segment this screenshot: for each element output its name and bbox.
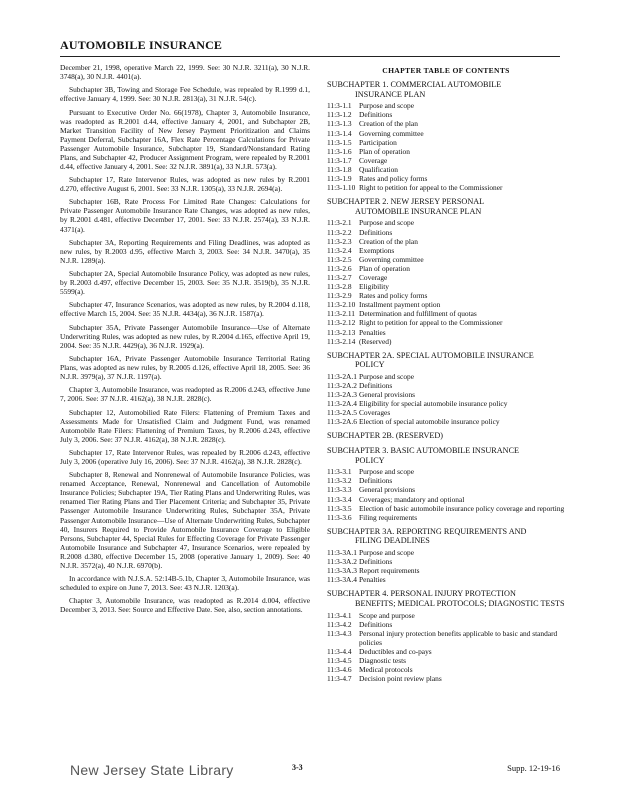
toc-entry <box>327 665 565 674</box>
subchapter-heading-line1: SUBCHAPTER 2A. SPECIAL AUTOMOBILE INSURANCE <box>327 350 534 360</box>
toc-entry <box>327 101 565 110</box>
subchapter-heading <box>327 527 565 546</box>
history-paragraph: Subchapter 3B, Towing and Storage Fee Schedule, was repealed by R.1999 d.1, effective January 4, 1999. See: 30 N.J.R. 2813(a), 31 N.J.R. 54(c). <box>60 85 310 104</box>
section-title: Election of special automobile insurance policy <box>359 417 500 427</box>
toc-entry <box>327 620 565 629</box>
section-title: Definitions <box>359 557 393 567</box>
library-watermark: New Jersey State Library <box>70 762 234 778</box>
section-title: Penalties <box>359 327 386 337</box>
history-paragraph: Subchapter 47, Insurance Scenarios, was adopted as new rules, by R.2004 d.118, effective March 15, 2004. See: 35 N.J.R. 4434(a), 36 N.J.R. 1587(a). <box>60 300 310 319</box>
section-number: 11:3-4.7 <box>327 674 352 684</box>
subchapter-heading <box>327 446 565 465</box>
toc-entry <box>327 110 565 119</box>
section-title: Decision point review plans <box>359 674 442 684</box>
section-number: 11:3-4.1 <box>327 610 352 620</box>
section-title: Eligibility <box>359 282 389 292</box>
section-title: Definitions <box>359 110 393 120</box>
section-number: 11:3-2.1 <box>327 218 352 228</box>
section-number: 11:3-1.4 <box>327 128 352 138</box>
toc-entry <box>327 566 565 575</box>
section-title: (Reserved) <box>359 336 392 346</box>
subchapter-heading-line2: INSURANCE PLAN <box>355 89 426 99</box>
section-number: 11:3-2.7 <box>327 272 352 282</box>
section-title: Eligibility for special automobile insurance policy <box>359 399 508 409</box>
toc-entry <box>327 119 565 128</box>
section-title: Creation of the plan <box>359 236 418 246</box>
toc-entry <box>327 237 565 246</box>
section-title: Rates and policy forms <box>359 291 428 301</box>
toc-entry <box>327 513 565 522</box>
section-title: Right to petition for appeal to the Commissioner <box>359 183 503 193</box>
section-title: Purpose and scope <box>359 101 415 111</box>
section-number: 11:3-3.3 <box>327 485 352 495</box>
toc-entry <box>327 467 565 476</box>
toc-entry <box>327 372 565 381</box>
toc-entry <box>327 300 565 309</box>
toc-entry <box>327 156 565 165</box>
toc-entry <box>327 165 565 174</box>
toc-entry <box>327 611 565 620</box>
toc-entry <box>327 183 565 192</box>
toc-entry <box>327 390 565 399</box>
section-number: 11:3-4.5 <box>327 656 352 666</box>
section-number: 11:3-2A.2 <box>327 381 357 390</box>
history-paragraph: Subchapter 35A, Private Passenger Automobile Insurance—Use of Alternate Underwriting Rules, was adopted as new rules, by R.2004 d.165, effective April 19, 2004. See: 35 N.J.R. 4429(a), 36 N.J.R. 1929(a). <box>60 322 310 350</box>
subchapter-heading-line2: BENEFITS; MEDICAL PROTOCOLS; DIAGNOSTIC TESTS <box>355 598 565 608</box>
toc-entry <box>327 328 565 337</box>
subchapter-heading <box>327 80 565 99</box>
subchapter-heading-line2: POLICY <box>355 360 385 370</box>
toc-entry <box>327 495 565 504</box>
section-number: 11:3-2.9 <box>327 291 352 301</box>
section-title: Installment payment option <box>359 300 441 310</box>
table-of-contents <box>327 66 565 683</box>
section-title: Coverages <box>359 408 391 418</box>
section-number: 11:3-3.1 <box>327 467 352 477</box>
section-title: Purpose and scope <box>359 218 415 228</box>
toc-entry <box>327 548 565 557</box>
history-paragraph: Subchapter 17, Rate Intervenor Rules, was repealed by R.2006 d.243, effective July 3, 2006 (operative July 16, 2006). See: 37 N.J.R. 4162(a), 38 N.J.R. 2828(c). <box>60 447 310 467</box>
section-number: 11:3-1.2 <box>327 110 352 120</box>
section-title: Coverage <box>359 272 388 282</box>
section-title: Diagnostic tests <box>359 656 407 666</box>
section-title: General provisions <box>359 390 416 400</box>
history-paragraph: Subchapter 2A, Special Automobile Insurance Policy, was adopted as new rules, by R.2003 d.497, effective December 15, 2003. See: 35 N.J.R. 3519(b), 35 N.J.R. 5599(a). <box>60 269 310 297</box>
history-paragraph: Subchapter 17, Rate Intervenor Rules, was adopted as new rules by R.2001 d.270, effective August 6, 2001. See: 33 N.J.R. 1305(a), 33 N.J.R. 2694(a). <box>60 175 310 194</box>
section-number: 11:3-2A.4 <box>327 399 357 409</box>
section-number: 11:3-3A.2 <box>327 557 357 567</box>
section-number: 11:3-3A.3 <box>327 566 357 576</box>
toc-entry <box>327 246 565 255</box>
section-title: Election of basic automobile insurance policy coverage and reporting <box>359 503 565 513</box>
history-paragraph: Chapter 3, Automobile Insurance, was readopted as R.2006 d.243, effective June 7, 2006. See: 37 N.J.R. 4162(a), 38 N.J.R. 2828(c). <box>60 385 310 404</box>
running-header: AUTOMOBILE INSURANCE <box>60 38 223 52</box>
subchapter-heading-line1: SUBCHAPTER 2. NEW JERSEY PERSONAL <box>327 197 485 207</box>
page-number: 3-3 <box>292 763 303 772</box>
toc-entry <box>327 557 565 566</box>
section-title: Definitions <box>359 476 393 486</box>
section-title: Governing committee <box>359 254 424 264</box>
section-number: 11:3-2A.6 <box>327 417 357 427</box>
section-title: Plan of operation <box>359 146 410 156</box>
section-number: 11:3-1.6 <box>327 146 352 156</box>
subchapter-heading <box>327 351 565 370</box>
subchapter-heading-line1: SUBCHAPTER 3. BASIC AUTOMOBILE INSURANCE <box>327 446 520 456</box>
section-title: Personal injury protection benefits applicable to basic and standard policies <box>359 628 558 647</box>
toc-entry <box>327 291 565 300</box>
section-title: Coverages; mandatory and optional <box>359 494 465 504</box>
toc-entry <box>327 174 565 183</box>
section-number: 11:3-3.2 <box>327 476 352 486</box>
section-title: Definitions <box>359 227 393 237</box>
section-number: 11:3-1.10 <box>327 183 356 193</box>
subchapter-heading-line2: AUTOMOBILE INSURANCE PLAN <box>355 206 482 216</box>
section-number: 11:3-1.1 <box>327 101 352 111</box>
section-title: Right to petition for appeal to the Commissioner <box>359 318 503 328</box>
section-title: Purpose and scope <box>359 548 415 557</box>
section-number: 11:3-2.3 <box>327 236 352 246</box>
section-number: 11:3-2A.3 <box>327 390 357 400</box>
toc-entry <box>327 273 565 282</box>
section-number: 11:3-2.12 <box>327 318 356 328</box>
history-paragraph: Subchapter 12, Automobilied Rate Filers: Flattening of Premium Taxes and Assessments Made for Unsatisfied Claim and Judgment Fund, was renamed Automobile Rate Filers: Flattening of Premium Taxes, by R.2006 d.243, effective July 3, 2006. See: 37 N.J.R. 4162(a), 38 N.J.R. 2828(c). <box>60 407 310 444</box>
section-number: 11:3-2.8 <box>327 282 352 292</box>
subchapter-heading <box>327 197 565 216</box>
section-title: Governing committee <box>359 128 424 138</box>
section-number: 11:3-3.5 <box>327 503 352 513</box>
section-title: Determination and fulfillment of quotas <box>359 309 477 319</box>
section-number: 11:3-2.6 <box>327 263 352 273</box>
section-number: 11:3-1.7 <box>327 155 352 165</box>
subchapter-heading-line1: SUBCHAPTER 3A. REPORTING REQUIREMENTS AND <box>327 526 527 536</box>
section-number: 11:3-3A.1 <box>327 548 357 557</box>
toc-entry <box>327 255 565 264</box>
toc-entry <box>327 138 565 147</box>
section-title: Medical protocols <box>359 665 413 675</box>
section-title: Report requirements <box>359 566 420 576</box>
section-title: Definitions <box>359 619 393 629</box>
section-number: 11:3-2.14 <box>327 336 356 346</box>
section-title: Filing requirements <box>359 512 418 522</box>
section-title: Coverage <box>359 155 388 165</box>
section-number: 11:3-3.4 <box>327 494 352 504</box>
toc-entry <box>327 575 565 584</box>
subchapter-heading-line1: SUBCHAPTER 2B. (RESERVED) <box>327 431 444 441</box>
supplement-date: Supp. 12-19-16 <box>507 763 560 773</box>
section-number: 11:3-1.9 <box>327 174 352 184</box>
toc-entry <box>327 647 565 656</box>
section-title: General provisions <box>359 485 416 495</box>
toc-entry <box>327 504 565 513</box>
toc-entry <box>327 656 565 665</box>
subchapter-heading-line2: POLICY <box>355 455 385 465</box>
section-number: 11:3-2.13 <box>327 327 356 337</box>
header-rule <box>60 56 560 57</box>
section-number: 11:3-4.2 <box>327 619 352 629</box>
toc-entry <box>327 408 565 417</box>
section-title: Penalties <box>359 575 386 585</box>
toc-entry <box>327 485 565 494</box>
toc-entry <box>327 629 565 647</box>
toc-body <box>327 80 565 683</box>
toc-entry <box>327 318 565 327</box>
section-title: Plan of operation <box>359 263 410 273</box>
section-title: Scope and purpose <box>359 610 415 620</box>
toc-title: CHAPTER TABLE OF CONTENTS <box>382 66 510 75</box>
subchapter-heading-line1: SUBCHAPTER 1. COMMERCIAL AUTOMOBILE <box>327 80 502 90</box>
section-title: Purpose and scope <box>359 371 415 381</box>
section-number: 11:3-4.6 <box>327 665 352 675</box>
section-number: 11:3-2.11 <box>327 309 355 319</box>
section-title: Participation <box>359 137 397 147</box>
history-paragraph: Pursuant to Executive Order No. 66(1978), Chapter 3, Automobile Insurance, was readopted as R.2001 d.44, effective January 4, 2001, and Subchapter 2B, Market Transition Facility of New Jersey Payment Prioritization and Claims Payment Deferral, Subchapter 16A, Flex Rate Percentage Calculations for Private Passenger Automobile Insurance, Subchapter 19, Standard/Nonstandard Rating Plans, and Subchapter 42, Producer Assignment Program, were repealed by R.2001 d.44, effective January 4, 2001. See: 32 N.J.R. 3891(a), 33 N.J.R. 573(a). <box>60 107 310 171</box>
section-number: 11:3-1.3 <box>327 119 352 129</box>
toc-entry <box>327 476 565 485</box>
section-title: Rates and policy forms <box>359 174 428 184</box>
history-paragraph: Subchapter 8, Renewal and Nonrenewal of Automobile Insurance Policies, was renamed Acceptance, Renewal, Nonrenewal and Cancellation of Automobile Insurance Policies; Subchapter 19A, Tier Rating Plans and Underwriting Rules, was renamed Tier Rating Plans and Tier Placement Criteria; and Subchapter 35, Private Passenger Automobile Insurance Underwriting Rules, Subchapter 35A, Private Passenger Automobile Insurance—Use of Alternate Underwriting Rules, Subchapter 40, Insurers Required to Provide Automobile Insurance Coverage to Eligible Persons, Subchapter 44, Special Rules for Effecting Coverage for Private Passenger Automobile Insurance and Subchapter 47, Insurance Scenarios, were repealed by R.2008 d.380, effective December 15, 2008 (operative January 1, 2009). See: 40 N.J.R. 3572(a), 40 N.J.R. 6970(b). <box>60 470 310 570</box>
section-number: 11:3-4.4 <box>327 646 352 656</box>
section-title: Definitions <box>359 381 393 390</box>
history-paragraph: Subchapter 16B, Rate Process For Limited Rate Changes: Calculations for Private Passenger Automobile Insurance Rate Changes, was adopted as new rules, by R.2001 d.481, effective December 17, 2001. See: 33 N.J.R. 2574(a), 33 N.J.R. 4371(a). <box>60 197 310 234</box>
history-paragraph: December 21, 1998, operative March 22, 1999. See: 30 N.J.R. 3211(a), 30 N.J.R. 3748(a), 30 N.J.R. 4401(a). <box>60 63 310 82</box>
section-number: 11:3-2A.5 <box>327 408 357 418</box>
section-title: Purpose and scope <box>359 467 415 477</box>
toc-entry <box>327 381 565 390</box>
history-notes-column <box>60 63 310 619</box>
history-paragraph: In accordance with N.J.S.A. 52:14B-5.1b, Chapter 3, Automobile Insurance, was scheduled to expire on June 7, 2013. See: 43 N.J.R. 1203(a). <box>60 573 310 593</box>
subchapter-heading <box>327 431 565 441</box>
section-number: 11:3-1.5 <box>327 137 352 147</box>
subchapter-heading-line2: FILING DEADLINES <box>355 536 430 546</box>
toc-entry <box>327 228 565 237</box>
toc-entry <box>327 674 565 683</box>
toc-entry <box>327 337 565 346</box>
section-number: 11:3-2.10 <box>327 300 356 310</box>
section-title: Deductibles and co-pays <box>359 646 432 656</box>
toc-entry <box>327 309 565 318</box>
section-number: 11:3-1.8 <box>327 164 352 174</box>
toc-entry <box>327 147 565 156</box>
toc-entry <box>327 218 565 227</box>
section-number: 11:3-3A.4 <box>327 575 357 585</box>
subchapter-heading-line1: SUBCHAPTER 4. PERSONAL INJURY PROTECTION <box>327 589 516 599</box>
history-paragraph: Chapter 3, Automobile Insurance, was readopted as R.2014 d.004, effective December 3, 2013. See: Source and Effective Date. See, also, section annotations. <box>60 596 310 615</box>
section-title: Exemptions <box>359 245 395 255</box>
subchapter-heading <box>327 589 565 608</box>
toc-entry <box>327 399 565 408</box>
section-number: 11:3-2.2 <box>327 227 352 237</box>
section-title: Creation of the plan <box>359 119 418 129</box>
toc-entry <box>327 282 565 291</box>
section-number: 11:3-4.3 <box>327 628 352 638</box>
section-number: 11:3-3.6 <box>327 512 352 522</box>
section-title: Qualification <box>359 164 398 174</box>
toc-entry <box>327 264 565 273</box>
history-paragraph: Subchapter 16A, Private Passenger Automobile Insurance Territorial Rating Plans, was adopted as new rules, by R.2005 d.126, effective April 18, 2005. See: 36 N.J.R. 3979(a), 37 N.J.R. 1197(a). <box>60 354 310 382</box>
section-number: 11:3-2A.1 <box>327 371 357 381</box>
toc-entry <box>327 129 565 138</box>
section-number: 11:3-2.5 <box>327 254 352 264</box>
history-paragraph: Subchapter 3A, Reporting Requirements and Filing Deadlines, was adopted as new rules, by R.2003 d.95, effective March 3, 2003. See: 34 N.J.R. 3470(a), 35 N.J.R. 1289(a). <box>60 237 310 265</box>
toc-entry <box>327 417 565 426</box>
section-number: 11:3-2.4 <box>327 245 352 255</box>
